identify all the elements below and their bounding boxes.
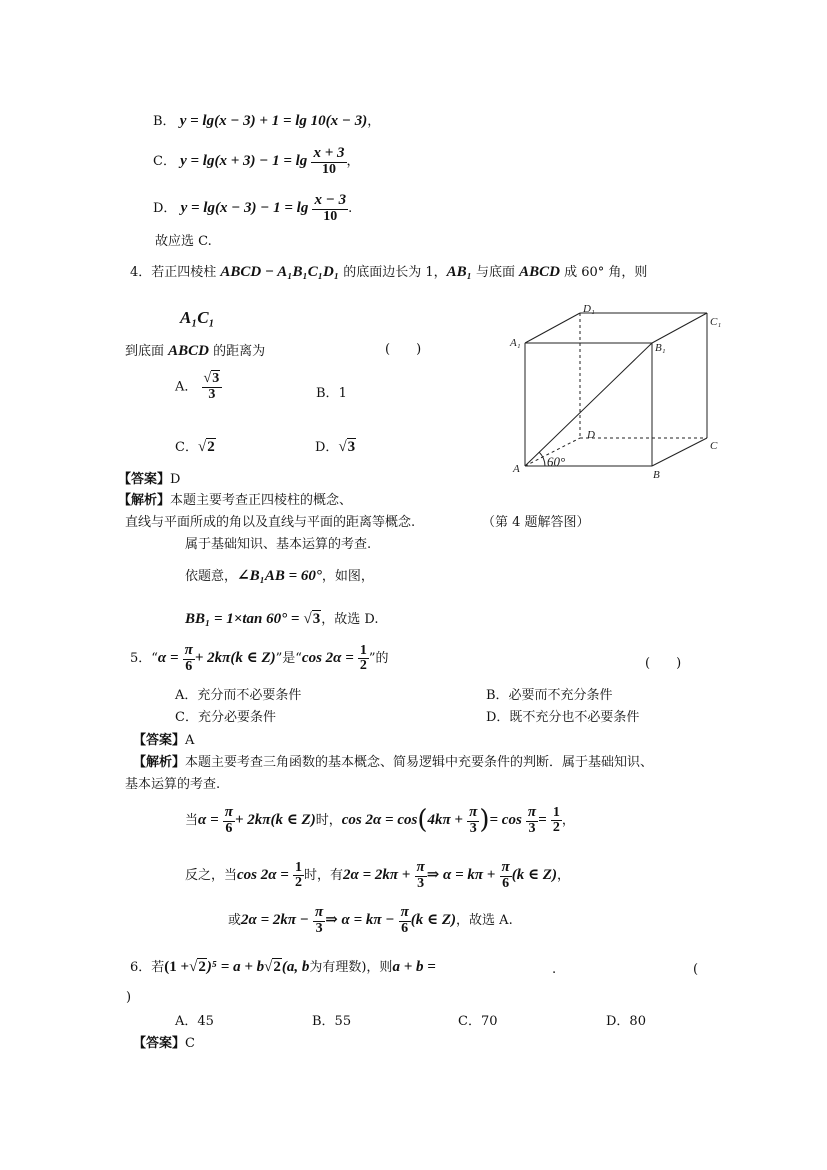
label-angle: 60° (547, 454, 566, 469)
option-c-formula: y = lg(x + 3) − 1 = lg (180, 153, 308, 170)
q5-choice-b: B．必要而不充分条件 (486, 688, 613, 703)
q4-stem: 4．若正四棱柱 ABCD − A₁B₁C₁D₁ 的底面边长为 1，AB₁ 与底面 ABCD 成 60° 角，则 (130, 264, 648, 280)
label-c: C (710, 440, 718, 452)
label-d: D (587, 429, 595, 441)
q5-choice-c: C．充分必要条件 (175, 710, 276, 725)
q6-stem: 6．若(1 +√2)⁵ = a + b√2(a, b为有理数)，则a + b = (130, 959, 436, 975)
q5-solution-1: 当α = $\frac{\pi}{6}$ + 2kπ(k ∈ Z)时，cos 2α = cos(4kπ + $\frac{\pi}{3}$ )= cos $\frac{\pi}{3}$ = $\frac{1}{2}$ ， (185, 804, 575, 836)
prism-figure (505, 298, 735, 488)
q4-stem-2: 到底面 ABCD 的距离为 (125, 343, 266, 359)
option-c-fraction: $\frac{x + 3}{10}$ (313, 145, 345, 177)
q4-a1c1: A₁C₁ (180, 308, 215, 327)
label-b1: B₁ (655, 342, 666, 354)
q5-choice-a: A．充分而不必要条件 (175, 688, 302, 703)
q6-paren-close: ) (126, 990, 132, 1005)
option-d-formula: y = lg(x − 3) − 1 = lg (180, 200, 309, 217)
q5-stem: 5．“α = $\frac{\pi}{6}$ + 2kπ(k ∈ Z)”是“cos 2α = $\frac{1}{2}$ ”的 (130, 642, 389, 674)
q4-answer: 【答案】D (118, 472, 181, 487)
q5-analysis-2: 基本运算的考查. (125, 777, 221, 792)
q6-choice-c: C．70 (458, 1014, 498, 1029)
q6-paren-open: ( (693, 962, 699, 977)
q6-choice-a: A．45 (175, 1014, 214, 1029)
q4-analysis-2: 直线与平面所成的角以及直线与平面的距离等概念. (125, 515, 416, 530)
q5-solution-3: 或2α = 2kπ − $\frac{\pi}{3}$ ⇒ α = kπ − $\frac{\pi}{6}$ (k ∈ Z)，故选 A. (228, 904, 513, 936)
q5-paren: ( ) (645, 656, 682, 671)
q4-choice-b: B．1 (316, 386, 347, 401)
q4-analysis-1: 【解析】本题主要考查正四棱柱的概念、 (118, 493, 353, 508)
q4-choice-c: C．√2 (175, 439, 215, 455)
label-a1: A₁ (510, 337, 521, 349)
q4-paren: ( ) (385, 342, 422, 357)
q4-step-2: BB₁ = 1×tan 60° = √3，故选 D. (185, 611, 379, 627)
q6-blank-dot: . (552, 962, 557, 977)
q6-choice-b: B．55 (312, 1014, 352, 1029)
q6-choice-d: D．80 (606, 1014, 646, 1029)
option-b-line: B． y = lg(x − 3) + 1 = lg 10(x − 3)， (153, 113, 381, 129)
label-d1: D₁ (583, 303, 595, 315)
q5-answer: 【答案】A (133, 733, 195, 748)
q5-solution-2: 反之，当cos 2α = $\frac{1}{2}$ 时，有2α = 2kπ + $\frac{\pi}{3}$ ⇒ α = kπ + $\frac{\pi}{6}$ (k ∈ Z)， (185, 859, 570, 891)
label-b: B (653, 469, 660, 481)
q5-analysis-1: 【解析】本题主要考查三角函数的基本概念、简易逻辑中充要条件的判断．属于基础知识、 (133, 755, 654, 770)
q4-step-1: 依题意，∠B₁AB = 60°，如图， (185, 568, 374, 584)
option-d-fraction: $\frac{x - 3}{10}$ (314, 192, 347, 224)
q4-choice-d: D．√3 (315, 439, 356, 455)
q3-conclusion: 故应选 C. (155, 234, 212, 249)
option-c-line: C． y = lg(x + 3) − 1 = lg $\frac{x + 3}{10}$ ， (153, 145, 360, 177)
q4-choice-a: A． $\frac{√3}{3}$ (175, 372, 222, 402)
option-d-line: D． y = lg(x − 3) − 1 = lg $\frac{x - 3}{10}$ . (153, 192, 353, 224)
q6-answer: 【答案】C (133, 1036, 195, 1051)
q5-choice-d: D．既不充分也不必要条件 (486, 710, 640, 725)
label-c1: C₁ (710, 316, 722, 328)
figure-caption: （第 4 题解答图） (482, 515, 590, 530)
label-a: A (513, 463, 520, 475)
q4-analysis-3: 属于基础知识、基本运算的考查. (185, 537, 372, 552)
option-b-formula: y = lg(x − 3) + 1 = lg 10(x − 3) (179, 113, 368, 129)
